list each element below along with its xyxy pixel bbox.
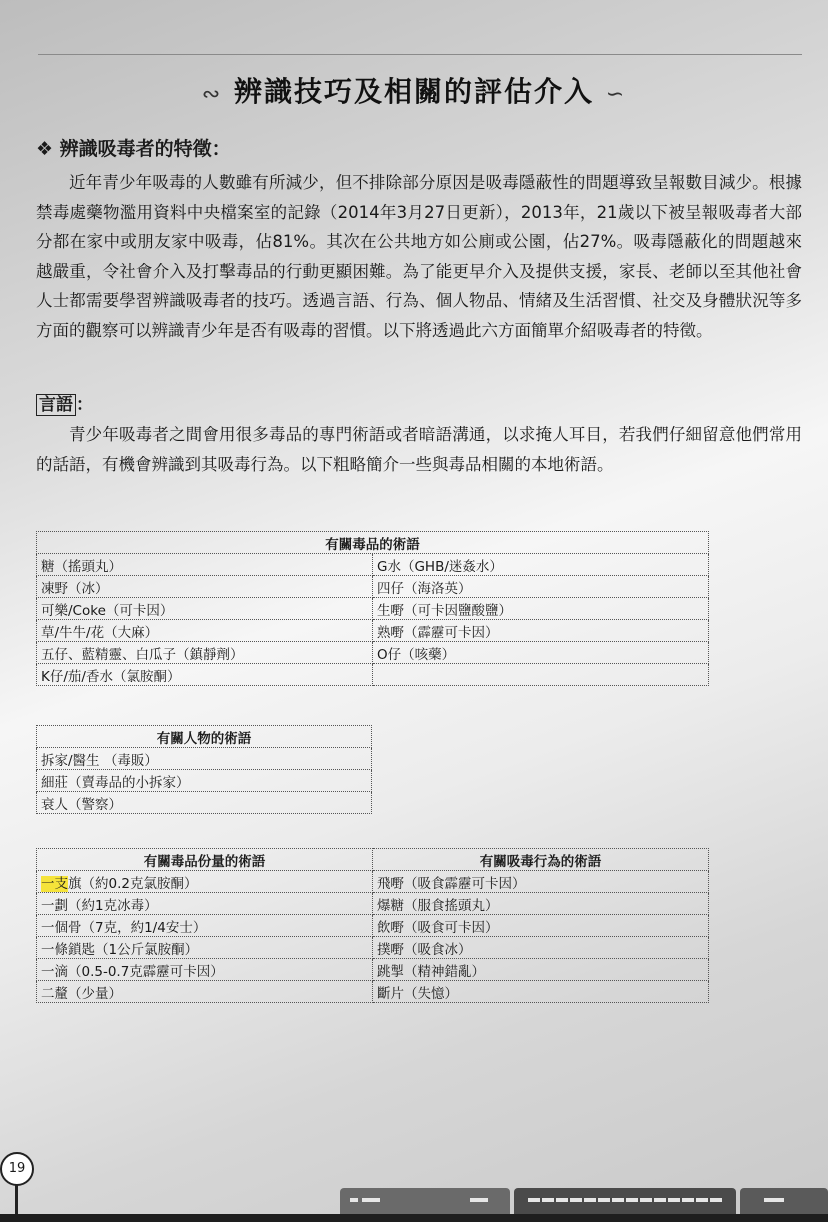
table-cell: 四仔（海洛英）: [373, 576, 709, 598]
table-cell: 二釐（少量）: [37, 981, 373, 1003]
table-cell: 可樂/Coke（可卡因）: [37, 598, 373, 620]
table-cell: 一個骨（7克，約1/4安士）: [37, 915, 373, 937]
table-row: [37, 576, 709, 598]
table-cell: 生嘢（可卡因鹽酸鹽）: [373, 598, 709, 620]
title-left-ornament: ∾: [201, 82, 223, 107]
table-row: [37, 620, 709, 642]
footer-tab: [740, 1188, 828, 1214]
speech-paragraph: 青少年吸毒者之間會用很多毒品的專門術語或者暗語溝通，以求掩人耳目，若我們仔細留意他們常用的話語，有機會辨識到其吸毒行為。以下粗略簡介一些與毒品相關的本地術語。: [36, 425, 802, 474]
page-title: [0, 70, 828, 110]
cell-text: 旗（約0.2克氯胺酮）: [68, 875, 198, 892]
table-cell: 凍野（冰）: [37, 576, 373, 598]
people-terms-header: 有關人物的術語: [37, 726, 372, 748]
table-cell: 細莊（賣毒品的小拆家）: [37, 770, 372, 792]
table-cell: K仔/茄/香水（氯胺酮）: [37, 664, 373, 686]
footer-tab: [514, 1188, 736, 1214]
intro-paragraph: 近年青少年吸毒的人數雖有所減少，但不排除部分原因是吸毒隱蔽性的問題導致呈報數目減少。根據禁毒處藥物濫用資料中央檔案室的記錄（2014年3月27日更新），2013年，21歲以下被呈報吸毒者大部分都在家中或朋友家中吸毒，佔81%。其次在公共地方如公廁或公園，佔27%。吸毒隱蔽化的問題越來越嚴重，令社會介入及打擊毒品的行動更顯困難。為了能更早介入及提供支援，家長、老師以至其他社會人士都需要學習辨識吸毒者的技巧。透過言語、行為、個人物品、情緒及生活習慣、社交及身體狀況等多方面的觀察可以辨識青少年是否有吸毒的習慣。以下將透過此六方面簡單介紹吸毒者的特徵。: [36, 173, 802, 340]
table-cell: O仔（咳藥）: [373, 642, 709, 664]
table-row: [37, 893, 709, 915]
table-cell: [373, 664, 709, 686]
table-cell: G水（GHB/迷姦水）: [373, 554, 709, 576]
behavior-terms-header: 有關吸毒行為的術語: [373, 849, 709, 871]
table-cell: 拆家/醫生 （毒販）: [37, 748, 372, 770]
speech-subheading: [36, 390, 93, 415]
table-cell: 糖（搖頭丸）: [37, 554, 373, 576]
table-cell: 斷片（失憶）: [373, 981, 709, 1003]
table-row: [37, 915, 709, 937]
table-row: [37, 792, 372, 814]
table-cell: 撲嘢（吸食冰）: [373, 937, 709, 959]
table-cell: 跳掣（精神錯亂）: [373, 959, 709, 981]
title-right-ornament: ∽: [605, 82, 627, 107]
table-cell: 飛嘢（吸食霹靂可卡因）: [373, 871, 709, 893]
footer-indicator: [470, 1198, 488, 1202]
table-row: [37, 598, 709, 620]
table-cell: 熟嘢（霹靂可卡因）: [373, 620, 709, 642]
footer-indicator: [350, 1198, 358, 1202]
drug-terms-table: [36, 531, 709, 686]
table-cell: 一劃（約1克冰毒）: [37, 893, 373, 915]
quantity-terms-header: 有關毒品份量的術語: [37, 849, 373, 871]
section-heading: ❖ 辨識吸毒者的特徵：: [36, 138, 231, 160]
footer-indicator: [528, 1198, 724, 1202]
table-cell: 草/牛牛/花（大麻）: [37, 620, 373, 642]
page-number: 19: [0, 1152, 34, 1186]
table-row: [37, 959, 709, 981]
table-cell: 飲嘢（吸食可卡因）: [373, 915, 709, 937]
table-cell: 五仔、藍精靈、白瓜子（鎮靜劑）: [37, 642, 373, 664]
table-row: [37, 871, 709, 893]
table-row: [37, 770, 372, 792]
footer-indicator: [362, 1198, 380, 1202]
highlighted-text: 一支: [41, 875, 68, 892]
page-number-stem: [15, 1184, 18, 1214]
table-cell: 衰人（警察）: [37, 792, 372, 814]
table-row: [37, 664, 709, 686]
quantity-behavior-table: [36, 848, 709, 1003]
people-terms-table: [36, 725, 372, 814]
speech-subheading-suffix: ：: [76, 395, 93, 415]
table-cell: [37, 871, 373, 893]
table-row: [37, 642, 709, 664]
table-cell: 爆糖（服食搖頭丸）: [373, 893, 709, 915]
table-row: [37, 748, 372, 770]
table-row: [37, 981, 709, 1003]
title-text: 辨識技巧及相關的評估介入: [233, 75, 594, 108]
table-row: [37, 937, 709, 959]
table-cell: 一條鎖匙（1公斤氯胺酮）: [37, 937, 373, 959]
table-row: [37, 554, 709, 576]
footer-tab: [340, 1188, 510, 1214]
table-cell: 一滴（0.5-0.7克霹靂可卡因）: [37, 959, 373, 981]
drug-terms-header: 有關毒品的術語: [37, 532, 709, 554]
speech-subheading-label: 言語: [36, 394, 76, 416]
footer-bar: [0, 1214, 828, 1222]
top-divider: [38, 54, 802, 55]
footer-indicator: [764, 1198, 784, 1202]
